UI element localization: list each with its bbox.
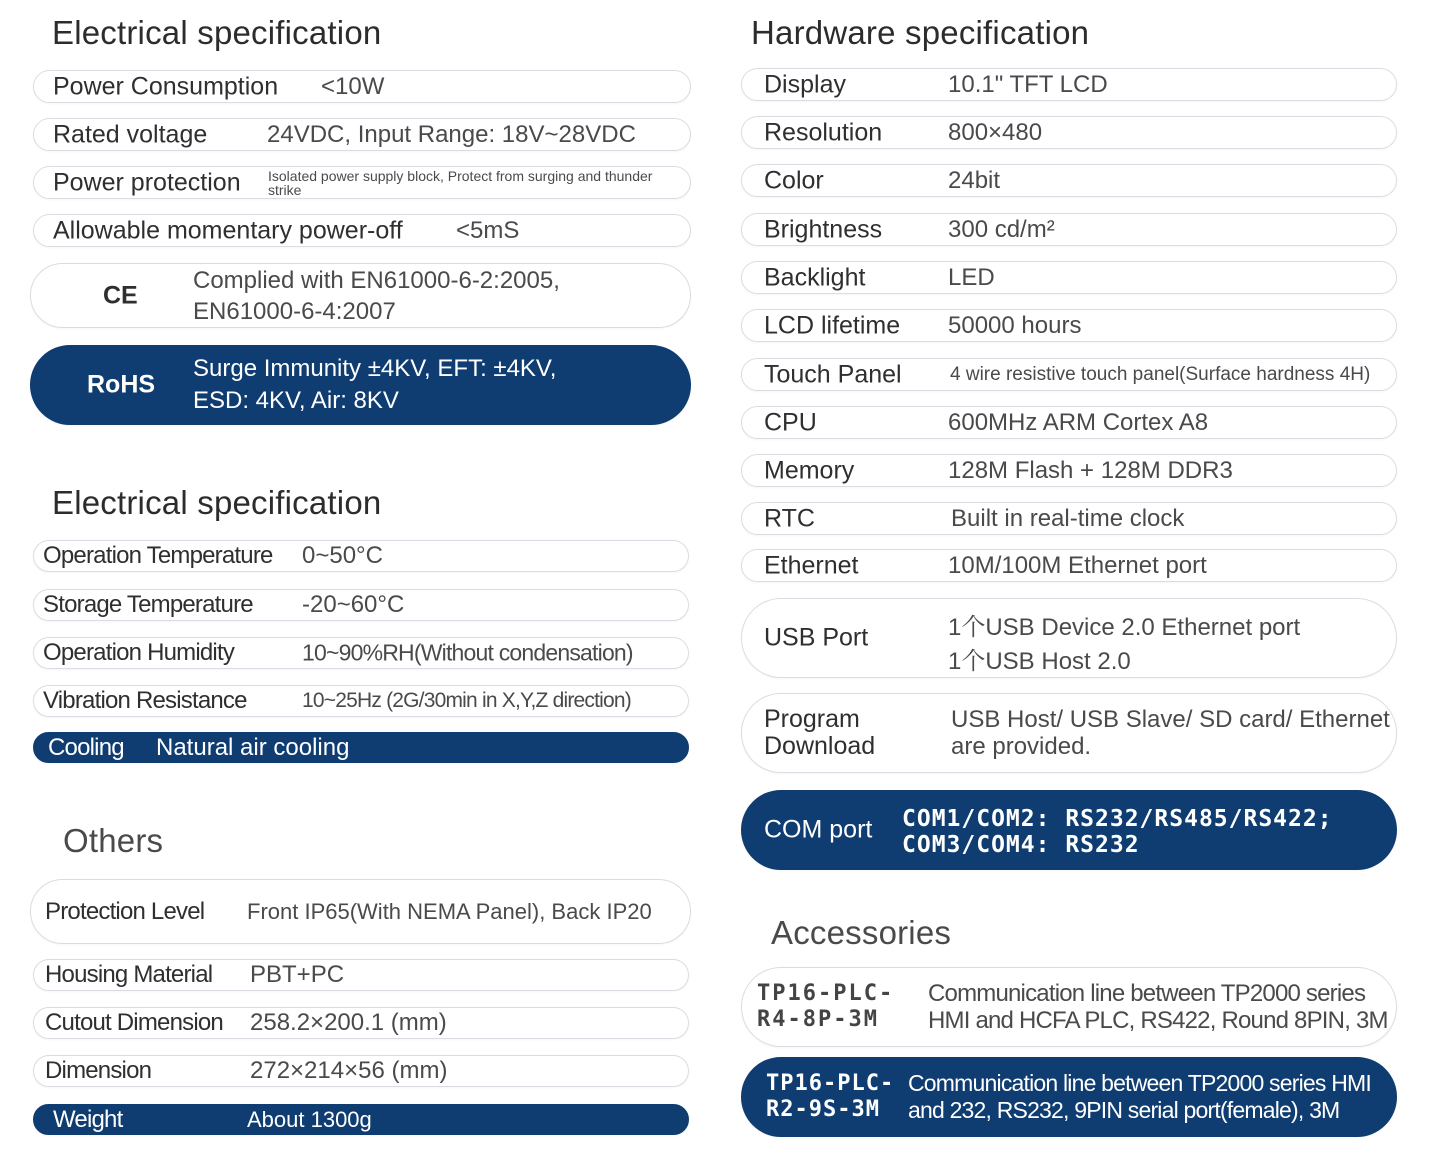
spec-row-cooling (33, 732, 689, 763)
spec-value: Natural air cooling (156, 733, 350, 761)
spec-row-ce (30, 263, 691, 328)
spec-row-operation-temperature (33, 540, 689, 572)
spec-label: COM port (764, 815, 873, 844)
hardware-spec-heading: Hardware specification (751, 14, 1090, 51)
spec-value: 600MHz ARM Cortex A8 (948, 408, 1209, 436)
spec-row-operation-humidity (33, 637, 689, 669)
electrical-spec-heading-2: Electrical specification (52, 484, 382, 521)
hw-row-brightness (741, 213, 1397, 246)
spec-row-rohs (30, 345, 691, 425)
spec-row-protection-level (30, 879, 691, 944)
spec-label: Cutout Dimension (45, 1009, 223, 1036)
spec-row-power-protection (33, 166, 691, 199)
spec-value: 800×480 (948, 118, 1043, 146)
spec-label: Housing Material (45, 961, 213, 988)
hw-row-usb-port (741, 598, 1397, 678)
spec-label: Allowable momentary power-off (53, 216, 403, 244)
spec-label: Dimension (45, 1057, 152, 1084)
hw-row-memory (741, 454, 1397, 487)
spec-label: Power Consumption (53, 72, 279, 100)
spec-value: Built in real-time clock (951, 504, 1185, 532)
spec-label: Operation Humidity (43, 639, 235, 666)
spec-value-line-1: 1个USB Device 2.0 Ethernet port (948, 614, 1301, 641)
hw-row-rtc (741, 502, 1397, 535)
hw-row-touch-panel (741, 358, 1397, 391)
spec-label: USB Port (764, 623, 869, 652)
spec-value: 24VDC, Input Range: 18V~28VDC (267, 120, 636, 148)
spec-row-power-consumption (33, 70, 691, 103)
spec-value-line-1: COM1/COM2: RS232/RS485/RS422; (902, 806, 1333, 832)
spec-label: Storage Temperature (43, 591, 253, 618)
spec-value: <10W (321, 72, 385, 100)
spec-label: Color (764, 166, 824, 194)
spec-value: Surge Immunity ±4KV, EFT: ±4KV, ESD: 4KV, Air: 8KV (193, 355, 557, 414)
spec-label: Memory (764, 456, 855, 484)
hw-row-program-download (741, 693, 1397, 773)
spec-value: About 1300g (247, 1106, 372, 1132)
accessory-row-r4 (741, 967, 1397, 1047)
hw-row-com-port (741, 790, 1397, 870)
spec-label: Program Download (764, 705, 876, 760)
spec-label: LCD lifetime (764, 311, 901, 339)
hw-row-resolution (741, 116, 1397, 149)
spec-value: -20~60°C (302, 591, 405, 618)
spec-value: LED (948, 263, 995, 291)
spec-value: Isolated power supply block, Protect from surging and thunder strike (268, 167, 653, 198)
spec-label: Rated voltage (53, 120, 208, 148)
spec-value: 10M/100M Ethernet port (948, 551, 1207, 579)
accessory-row-r2 (741, 1057, 1397, 1137)
spec-row-rated-voltage (33, 118, 691, 151)
spec-label: Resolution (764, 118, 883, 146)
spec-value: 272×214×56 (mm) (250, 1057, 448, 1084)
spec-label: CPU (764, 408, 817, 436)
hw-row-display (741, 68, 1397, 101)
hw-row-cpu (741, 406, 1397, 439)
spec-label: Backlight (764, 263, 866, 291)
spec-row-momentary-power-off (33, 214, 691, 247)
spec-label: RoHS (87, 370, 156, 399)
hw-row-color (741, 164, 1397, 197)
spec-label: Weight (53, 1105, 123, 1133)
spec-value: 10.1" TFT LCD (948, 70, 1108, 98)
spec-row-vibration-resistance (33, 685, 689, 717)
spec-row-storage-temperature (33, 589, 689, 621)
spec-value-line-2: 1个USB Host 2.0 (948, 648, 1131, 675)
spec-value: 0~50°C (302, 542, 383, 569)
spec-value: PBT+PC (250, 961, 345, 988)
hw-row-lcd-lifetime (741, 309, 1397, 342)
accessories-heading: Accessories (771, 914, 952, 951)
accessory-model: TP16-PLC-R4-8P-3M (757, 981, 895, 1032)
spec-value: 4 wire resistive touch panel(Surface hardness 4H) (950, 363, 1371, 385)
spec-row-weight (33, 1104, 689, 1135)
hw-row-ethernet (741, 549, 1397, 582)
accessory-model: TP16-PLC-R2-9S-3M (766, 1071, 895, 1122)
spec-label: Protection Level (45, 897, 205, 925)
spec-row-housing-material (33, 959, 689, 991)
others-heading: Others (63, 822, 164, 859)
spec-value: 10~90%RH(Without condensation) (302, 639, 633, 666)
spec-value: <5mS (456, 216, 520, 244)
spec-value: 10~25Hz (2G/30min in X,Y,Z direction) (302, 689, 631, 712)
accessory-description: Communication line between TP2000 series HMI and 232, RS232, 9PIN serial port(female), 3M (908, 1070, 1371, 1123)
spec-value-line-2: COM3/COM4: RS232 (902, 832, 1140, 858)
spec-label: Cooling (48, 733, 124, 761)
spec-value: 300 cd/m² (948, 215, 1055, 243)
spec-label: Brightness (764, 215, 883, 243)
spec-label: RTC (764, 504, 815, 532)
accessory-description: Communication line between TP2000 series HMI and HCFA PLC, RS422, Round 8PIN, 3M (928, 980, 1388, 1034)
electrical-spec-heading: Electrical specification (52, 14, 382, 51)
spec-value: Front IP65(With NEMA Panel), Back IP20 (247, 898, 652, 924)
spec-row-dimension (33, 1055, 689, 1087)
spec-label: Display (764, 70, 846, 98)
spec-label: Vibration Resistance (43, 687, 247, 714)
hw-row-backlight (741, 261, 1397, 294)
spec-label: Operation Temperature (43, 542, 273, 569)
spec-value: 24bit (948, 166, 1001, 194)
spec-label: Power protection (53, 168, 241, 196)
spec-row-cutout-dimension (33, 1007, 689, 1039)
spec-label: Ethernet (764, 551, 859, 579)
spec-value: 258.2×200.1 (mm) (250, 1009, 447, 1036)
spec-value: 50000 hours (948, 311, 1082, 339)
spec-value: USB Host/ USB Slave/ SD card/ Ethernet are provided. (951, 706, 1390, 760)
spec-label: Touch Panel (764, 360, 902, 388)
spec-label: CE (103, 281, 138, 309)
spec-value: 128M Flash + 128M DDR3 (948, 456, 1233, 484)
spec-value: Complied with EN61000-6-2:2005, EN61000-6-4:2007 (193, 266, 560, 325)
